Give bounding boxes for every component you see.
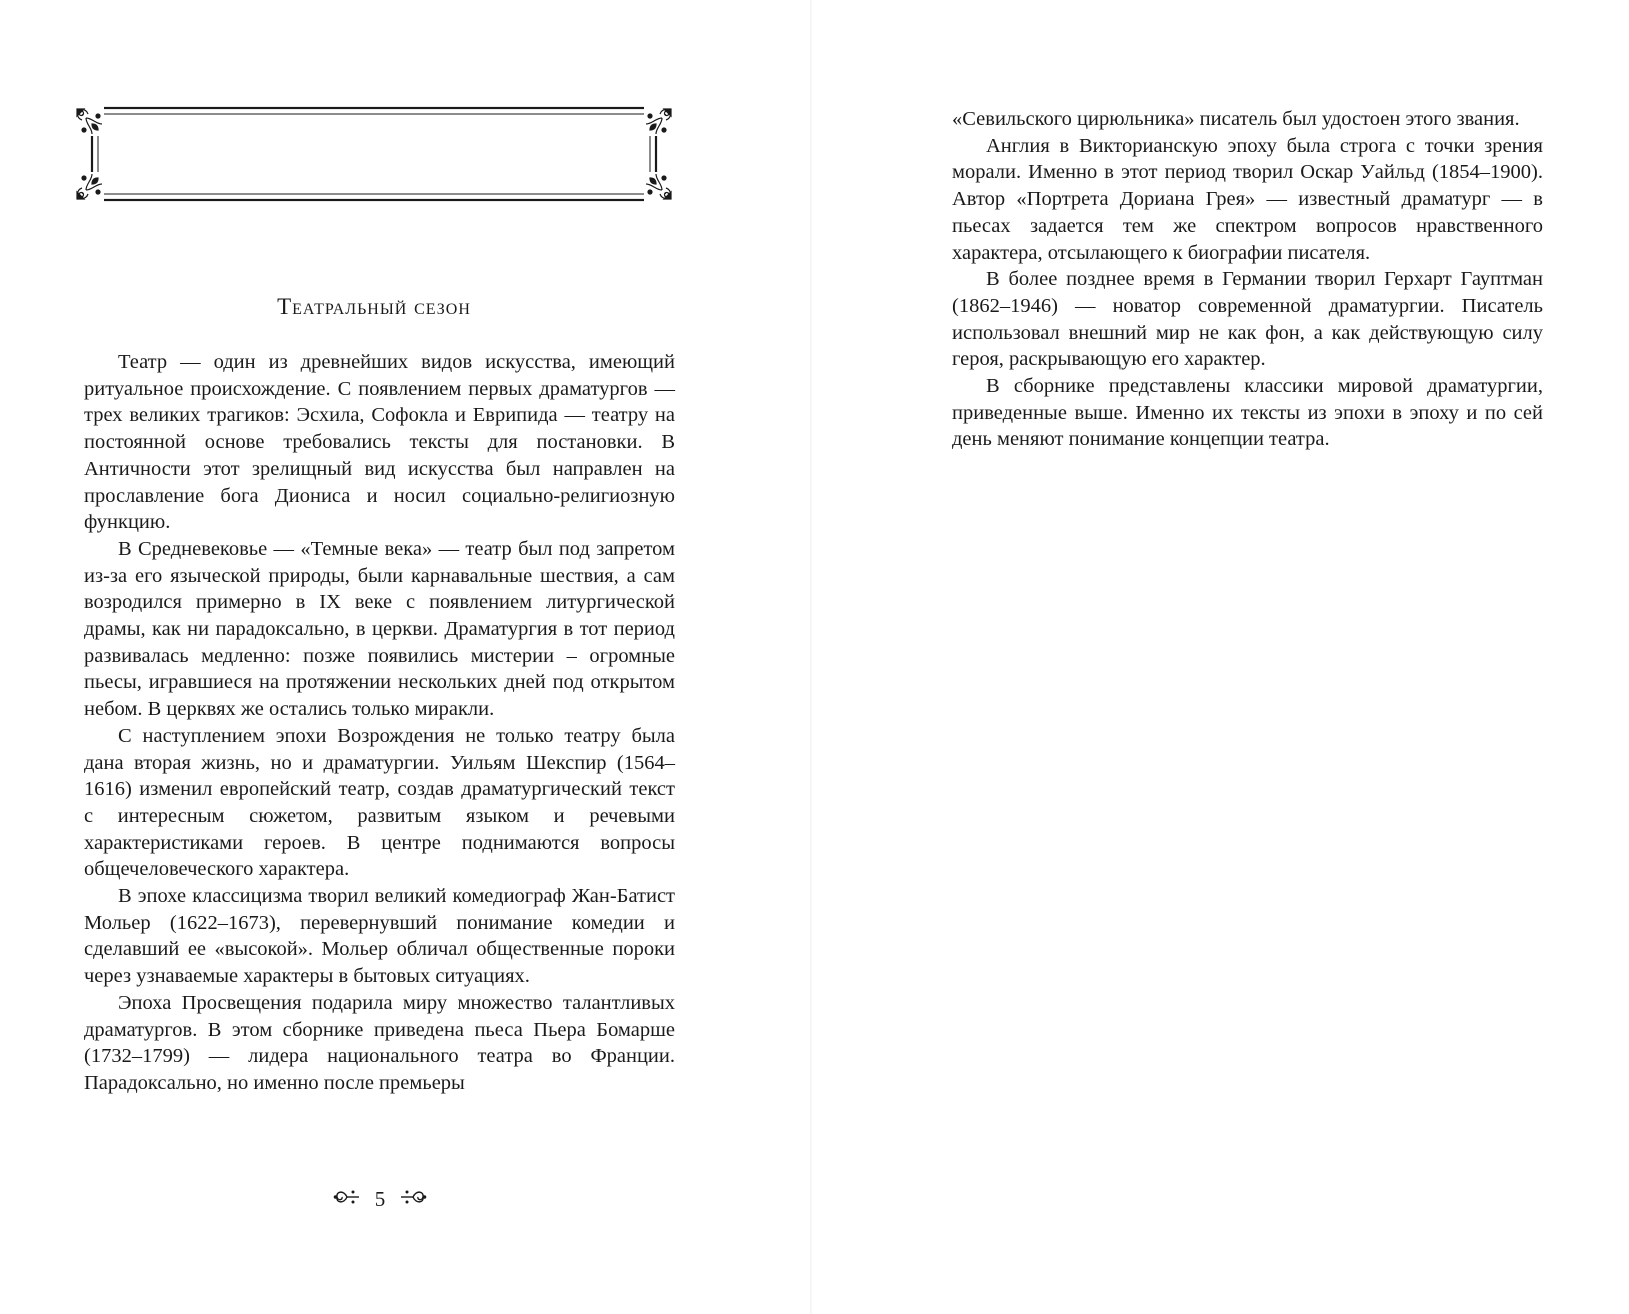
ornamental-frame-icon [74,106,674,202]
scroll-ornament-icon [333,1186,361,1213]
page-folio [320,1184,440,1214]
continued-paragraph: «Севильского цирюльника» писатель был удостоен этого звания. [952,108,1520,130]
paragraph: В эпохе классицизма творил великий комедиограф Жан-Батист Мольер (1622–1673), перевернувший понимание комедии и сделавший ее «высокой». Мольер обличал общественные пороки через узнаваемые характеры в бытовых ситуациях. [84,885,675,988]
paragraph: Англия в Викторианскую эпоху была строга с точки зрения морали. Именно в этот период творил Оскар Уайльд (1854–1900). Автор «Портрета Дориана Грея» — известный драматург — в пьесах задается тем же спектром вопросов нравственного характера, отсылающего к биографии писателя. [952,134,1543,264]
paragraph: Эпоха Просвещения подарила миру множество талантливых драматургов. В этом сборнике приведена пьеса Пьера Бомарше (1732–1799) — лидера национального театра во Франции. Парадоксально, но именно после премьеры [84,991,675,1094]
paragraph: В более позднее время в Германии творил Герхарт Гауптман (1862–1946) — новатор современной драматургии. Писатель использовал внешний мир не как фон, а как действующую силу героя, раскрывающую его характер. [952,268,1543,371]
paragraph: С наступлением эпохи Возрождения не только театру была дана вторая жизнь, но и драматургии. Уильям Шекспир (1564–1616) изменил европейский театр, создав драматургический текст с интересным сюжетом, развитым языком и речевыми характеристиками героев. В центре поднимаются вопросы общечеловеческого характера. [84,724,675,881]
left-page-text [84,349,675,1097]
page-number: 5 [374,1186,386,1211]
paragraph: Театр — один из древнейших видов искусства, имеющий ритуальное происхождение. С появлением первых драматургов — трех великих трагиков: Эсхила, Софокла и Еврипида — театру на постоянной основе требовались тексты для постановки. В Античности этот зрелищный вид искусства был направлен на прославление бога Диониса и носил социально-религиозную функцию. [84,351,675,534]
scroll-ornament-icon [399,1186,427,1213]
paragraph: В сборнике представлены классики мировой драматургии, приведенные выше. Именно их тексты из эпохи в эпоху и по сей день меняют понимание концепции театра. [952,375,1543,451]
ornamental-frame [74,106,674,202]
right-page [812,0,1629,1314]
right-page-text [952,106,1543,453]
left-page [0,0,810,1314]
paragraph: В Средневековье — «Темные века» — театр был под запретом из-за его языческой природы, были карнавальные шествия, а сам возродился примерно в IX веке с появлением литургической драмы, как ни парадоксально, в церкви. Драматургия в тот период развивалась медленно: позже появились мистерии – огромные пьесы, игравшиеся на протяжении нескольких дней под открытом небом. В церквях же остались только миракли. [84,537,675,721]
chapter-title: Театральный сезон [277,294,471,319]
